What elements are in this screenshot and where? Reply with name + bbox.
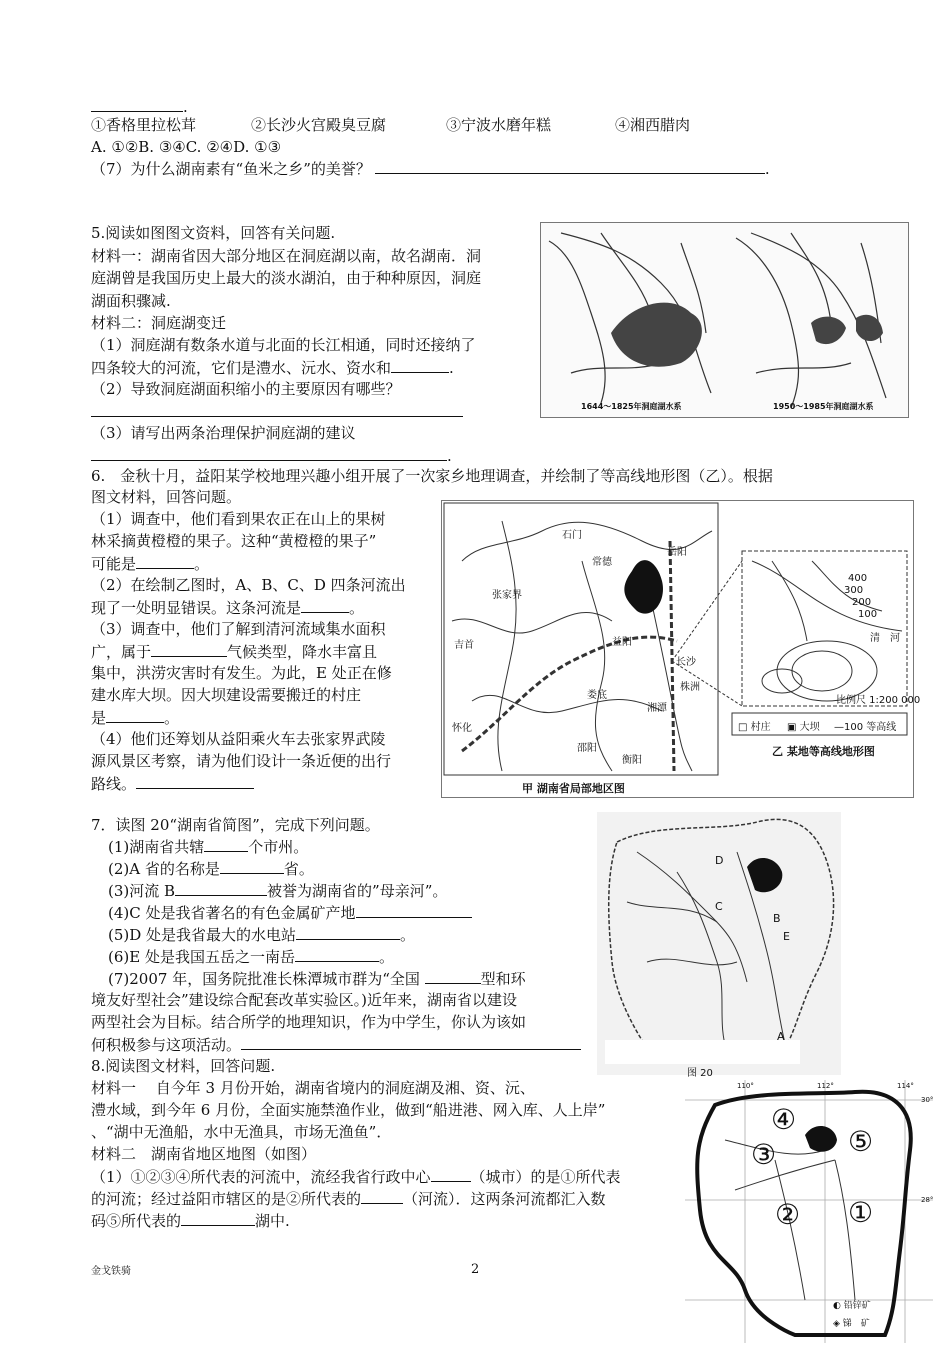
q6-map-a-caption: 甲 湖南省局部地区图 <box>522 782 625 795</box>
q6-line-5-text: 现了一处明显错误。这条河流是 <box>91 599 302 617</box>
q6-line-7 <box>91 641 377 662</box>
q7-map-label-b: B <box>773 912 781 925</box>
q8-line-5-text: （1）①②③④所代表的河流中，流经我省行政中心 <box>91 1168 431 1186</box>
q7-line-7-text: (7)2007 年，国务院批准长株潭城市群为“全国 <box>108 970 425 988</box>
q6-line-8: 集中，洪涝灾害时有发生。为此，E 处正在修 <box>91 664 392 682</box>
q4-question-7: （7）为什么湖南素有“鱼米之乡”的美誉？ . <box>91 160 770 178</box>
q6-line-4: （2）在绘制乙图时，A、B、C、D 四条河流出 <box>91 576 406 594</box>
q7-activity-blank[interactable] <box>241 1034 581 1050</box>
q5-answer-blank-2[interactable] <box>91 401 463 422</box>
q7-province-blank[interactable] <box>220 858 284 874</box>
q7-line-3-text: (3)河流 B <box>108 882 176 900</box>
q8-city-blank[interactable] <box>431 1166 471 1182</box>
q6-legend-dam: ▣ 大坝 <box>787 722 820 733</box>
q6-line-7b-text: 气候类型，降水丰富且 <box>227 643 378 661</box>
q8-marker-5: ⑤ <box>848 1125 874 1158</box>
q6-river-qing: 清 河 <box>870 633 900 644</box>
q8-lake-blank[interactable] <box>181 1210 255 1226</box>
q6-city-zhangjiajie: 张家界 <box>492 590 522 601</box>
q6-line-12: 源风景区考察，请为他们设计一条近便的出行 <box>91 752 392 770</box>
q6-contour-100: 100 <box>858 609 878 620</box>
q8-hunan-map <box>685 1080 933 1343</box>
q6-intro-1: 6. 金秋十月，益阳某学校地理兴趣小组开展了一次家乡地理调查，并绘制了等高线地形图（乙）。根据 <box>91 467 773 485</box>
q8-line-5 <box>91 1166 621 1187</box>
q7-line-1 <box>108 836 308 857</box>
q6-line-10: 是 。 <box>91 709 180 727</box>
q6-line-2: 林采摘黄橙橙的果子。这种“黄橙橙的果子” <box>91 532 377 550</box>
q6-city-jishou: 吉首 <box>454 640 474 651</box>
q8-line-7-text: 码⑤所代表的 <box>91 1212 182 1230</box>
q6-contour-300: 300 <box>844 585 864 596</box>
q7-map-label-a: A <box>777 1030 785 1043</box>
q6-line-1: （1）调查中，他们看到果农正在山上的果树 <box>91 510 386 528</box>
q7-line-3b-text: 被誉为湖南省的”母亲河”。 <box>267 882 448 900</box>
q6-line-7-text: 广，属于 <box>91 643 152 661</box>
q8-line-6 <box>91 1188 606 1209</box>
q7-line-5: (5)D 处是我省最大的水电站 。 <box>108 926 416 944</box>
q7-line-2-text: (2)A 省的名称是 <box>108 860 220 878</box>
q8-title: 8.阅读图文材料，回答问题. <box>91 1057 276 1075</box>
q7-title: 7．读图 20“湖南省简图”，完成下列问题。 <box>91 816 380 834</box>
q6-city-zhuzhou: 株洲 <box>680 682 700 693</box>
q6-line-3-text: 可能是 <box>91 555 137 573</box>
q6-city-shaoyang: 邵阳 <box>577 743 597 754</box>
q6-legend-contour: —100 等高线 <box>834 722 897 733</box>
q6-river-blank[interactable] <box>301 597 349 613</box>
q5-line-1: 材料一：湖南省因大部分地区在洞庭湖以南，故名湖南．洞 <box>91 247 482 265</box>
q7-line-2 <box>108 858 314 879</box>
q6-legend-village: □ 村庄 <box>738 722 771 733</box>
q8-line-2: 澧水域，到今年 6 月份，全面实施禁渔作业，做到“船进港、网入库、人上岸” <box>91 1101 606 1119</box>
q8-line-7 <box>91 1210 290 1231</box>
q6-legend-contour-label: 100 等高线 <box>844 722 897 733</box>
q6-line-6: （3）调查中，他们了解到清河流域集水面积 <box>91 620 386 638</box>
q6-city-changsha: 长沙 <box>676 657 696 668</box>
q6-contour-400: 400 <box>848 573 868 584</box>
q8-marker-4: ④ <box>771 1103 797 1136</box>
q7-hunan-map <box>597 812 841 1079</box>
page-number: 2 <box>471 1262 480 1277</box>
q6-map-b-caption: 乙 某地等高线地形图 <box>772 745 875 758</box>
q6-city-yueyang: 岳阳 <box>667 547 687 558</box>
q6-city-shimen: 石门 <box>562 530 582 541</box>
q4-option-2: ②长沙火宫殿臭豆腐 <box>251 116 387 134</box>
q7-line-5-text: (5)D 处是我省最大的水电站 <box>108 926 297 944</box>
q8-line-6-text: 的河流；经过益阳市辖区的是②所代表的 <box>91 1190 362 1208</box>
q5-answer-blank-3[interactable]: . <box>91 445 452 466</box>
q8-line-1: 材料一 自今年 3 月份开始，湖南省境内的洞庭湖及湘、资、沅、 <box>91 1079 535 1097</box>
q5-title: 5.阅读如图图文资料，回答有关问题. <box>91 224 336 242</box>
q6-map-frame <box>441 500 921 798</box>
q6-city-loudi: 娄底 <box>587 690 607 701</box>
q4-option-3: ③宁波水磨年糕 <box>446 116 552 134</box>
q7-line-7 <box>108 968 526 989</box>
q6-fruit-blank[interactable] <box>136 553 194 569</box>
q7-mountain-blank[interactable] <box>295 946 379 962</box>
q7-line-4 <box>108 902 472 923</box>
q8-legend-antimony-label: 锑 矿 <box>842 1319 870 1329</box>
q6-line-5: 现了一处明显错误。这条河流是 。 <box>91 599 365 617</box>
q6-city-changde: 常德 <box>592 557 612 568</box>
q6-scale: 比例尺 1:200 000 <box>836 695 921 706</box>
q8-marker-2: ② <box>775 1198 801 1231</box>
q7-line-3 <box>108 880 447 901</box>
q4-question-7-text: （7）为什么湖南素有“鱼米之乡”的美誉？ <box>91 160 371 178</box>
q6-city-hengyang: 衡阳 <box>622 755 642 766</box>
q6-route-blank[interactable] <box>136 773 254 789</box>
q7-type-blank[interactable] <box>425 968 481 984</box>
q7-line-4-text: (4)C 处是我省著名的有色金属矿产地 <box>108 904 356 922</box>
q8-tick-114: 114° <box>897 1082 914 1090</box>
q8-line-3: 、“湖中无渔船，水中无渔具，市场无渔鱼”． <box>91 1123 392 1141</box>
q6-city-xiangtan: 湘潭 <box>647 703 667 714</box>
q4-answer-blank[interactable]: . <box>91 96 188 117</box>
q5-line-8: （3）请写出两条治理保护洞庭湖的建议 <box>91 424 356 442</box>
q7-map-label-e: E <box>783 930 790 943</box>
q5-line-2: 庭湖曾是我国历史上最大的淡水湖泊，由于种种原因，洞庭 <box>91 269 482 287</box>
q7-mine-blank[interactable] <box>356 902 472 918</box>
q6-city-yiyang: 益阳 <box>612 637 632 648</box>
q7-line-10 <box>91 1034 581 1055</box>
q7-line-1b-text: 个市州。 <box>248 838 309 856</box>
q8-marker-1: ① <box>848 1196 874 1229</box>
q4-choices: A. ①②B. ③④C. ②④D. ①③ <box>91 138 282 156</box>
q7-line-10-text: 何积极参与这项活动。 <box>91 1036 242 1054</box>
q8-tick-28: 28° <box>921 1196 934 1204</box>
q7-map-label-c: C <box>715 900 723 913</box>
q6-line-13 <box>91 773 254 794</box>
q8-line-7b-text: 湖中. <box>255 1212 290 1230</box>
q8-tick-112: 112° <box>817 1082 834 1090</box>
q5-line-4: 材料二：洞庭湖变迁 <box>91 314 227 332</box>
q4-question-7-blank[interactable] <box>375 158 765 174</box>
q6-line-9: 建水库大坝。因大坝建设需要搬迁的村庄 <box>91 686 362 704</box>
q6-city-huaihua: 怀化 <box>452 723 472 734</box>
q4-option-4: ④湘西腊肉 <box>615 116 691 134</box>
q5-map-left-caption: 1644～1825年洞庭湖水系 <box>581 402 682 411</box>
q7-river-blank[interactable] <box>175 880 267 896</box>
q6-line-10-text: 是 <box>91 709 107 727</box>
q6-line-3: 可能是 。 <box>91 555 210 573</box>
q7-station-blank[interactable] <box>296 924 400 940</box>
q8-river-blank[interactable] <box>361 1188 403 1204</box>
q5-river-blank[interactable] <box>391 357 449 373</box>
q7-line-7b-text: 型和环 <box>480 970 526 988</box>
q6-intro-2: 图文材料，回答问题。 <box>91 488 242 506</box>
q8-marker-3: ③ <box>751 1138 777 1171</box>
q7-line-6-text: (6)E 处是我国五岳之一南岳 <box>108 948 295 966</box>
q7-line-8: 境友好型社会”建设综合配套改革实验区。)近年来，湖南省以建设 <box>91 991 518 1009</box>
q8-legend-antimony: ◈ 锑 矿 <box>833 1319 870 1329</box>
q4-option-1: ①香格里拉松茸 <box>91 116 197 134</box>
q8-legend-lead-label: 铅锌矿 <box>843 1301 871 1311</box>
q5-line-3: 湖面积骤减. <box>91 292 171 310</box>
q5-line-7: （2）导致洞庭湖面积缩小的主要原因有哪些？ <box>91 380 401 398</box>
q7-map-label-d: D <box>715 854 724 867</box>
q6-line-13-text: 路线。 <box>91 775 137 793</box>
q7-line-9: 两型社会为目标。结合所学的地理知识，作为中学生，你认为该如 <box>91 1013 527 1031</box>
q8-line-4: 材料二 湖南省地区地图（如图） <box>91 1145 317 1163</box>
q8-legend-lead: ◐ 铅锌矿 <box>833 1301 871 1311</box>
q6-village-blank[interactable] <box>106 707 164 723</box>
q8-tick-30: 30° <box>921 1096 934 1104</box>
q6-legend-dam-label: 大坝 <box>799 722 820 733</box>
q6-climate-blank[interactable] <box>151 641 227 657</box>
q6-contour-200: 200 <box>852 597 872 608</box>
q7-line-6: (6)E 处是我国五岳之一南岳 。 <box>108 948 394 966</box>
q8-line-6b-text: （河流）．这两条河流都汇入数 <box>403 1190 606 1208</box>
q5-lake-old <box>611 303 702 367</box>
q7-line-2b-text: 省。 <box>283 860 314 878</box>
q5-map-right-caption: 1950～1985年洞庭湖水系 <box>773 402 874 411</box>
q5-lake-maps <box>540 222 909 418</box>
q6-legend-village-label: 村庄 <box>750 722 771 733</box>
q8-line-5b-text: （城市）的是①所代表 <box>470 1168 621 1186</box>
q7-map-caption: 图 20 <box>687 1068 713 1079</box>
q7-line-1-text: (1)湖南省共辖 <box>108 838 205 856</box>
q7-count-blank[interactable] <box>204 836 248 852</box>
footer-left: 金戈铁骑 <box>91 1266 131 1277</box>
q8-tick-110: 110° <box>737 1082 754 1090</box>
q5-line-6-text: 四条较大的河流，它们是澧水、沅水、资水和 <box>91 359 392 377</box>
q5-line-5: （1）洞庭湖有数条水道与北面的长江相通，同时还接纳了 <box>91 336 476 354</box>
q6-line-11: （4）他们还筹划从益阳乘火车去张家界武陵 <box>91 730 386 748</box>
q5-line-6: 四条较大的河流，它们是澧水、沅水、资水和 . <box>91 359 454 377</box>
q5-lake-new <box>811 315 883 344</box>
